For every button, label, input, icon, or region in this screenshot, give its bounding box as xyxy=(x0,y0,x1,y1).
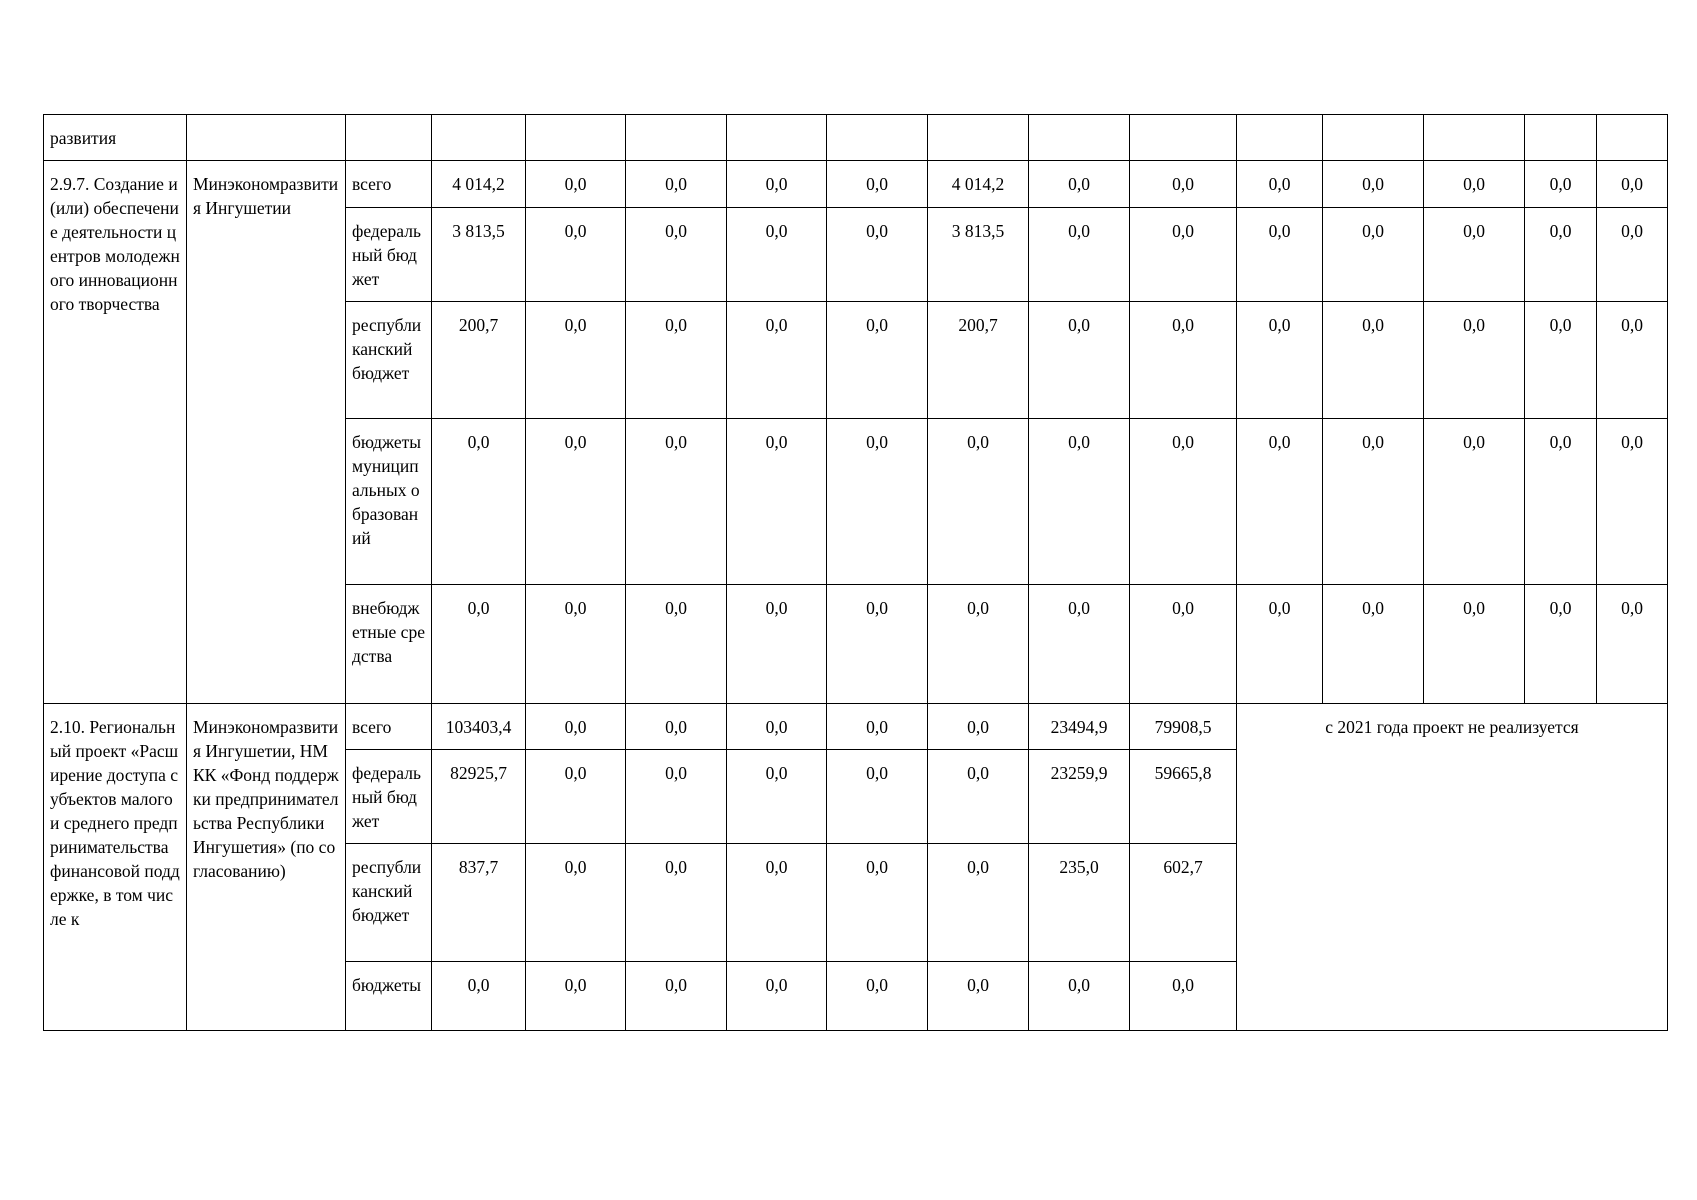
budget-table xyxy=(43,114,1668,1031)
responsible-cell: Минэкономразвития Ингушетии, НМКК «Фонд поддержки предпринимательства Республики Ингушетия» (по согласованию) xyxy=(187,704,346,1031)
value-cell: 0,0 xyxy=(727,844,827,962)
empty-cell xyxy=(187,115,346,161)
value-cell: 0,0 xyxy=(928,704,1029,750)
table-row xyxy=(44,115,1668,161)
value-cell: 0,0 xyxy=(1323,419,1424,585)
project-status-note: с 2021 года проект не реализуется xyxy=(1237,704,1668,1031)
value-cell: 0,0 xyxy=(1130,962,1237,1031)
value-cell: 0,0 xyxy=(1424,208,1525,302)
empty-cell xyxy=(1029,115,1130,161)
value-cell: 0,0 xyxy=(1130,208,1237,302)
value-cell: 4 014,2 xyxy=(928,161,1029,208)
value-cell: 3 813,5 xyxy=(432,208,526,302)
value-cell: 0,0 xyxy=(1597,208,1668,302)
value-cell: 0,0 xyxy=(1525,208,1597,302)
empty-cell xyxy=(1424,115,1525,161)
value-cell: 0,0 xyxy=(827,302,928,419)
value-cell: 0,0 xyxy=(727,750,827,844)
value-cell: 103403,4 xyxy=(432,704,526,750)
value-cell: 0,0 xyxy=(827,844,928,962)
value-cell: 0,0 xyxy=(727,419,827,585)
measure-name-cell: 2.9.7. Создание и (или) обеспечение деятельности центров молодежного инновационного творчества xyxy=(44,161,187,704)
value-cell: 0,0 xyxy=(1130,585,1237,704)
funding-source-cell: бюджеты муниципальных образований xyxy=(346,419,432,585)
value-cell: 0,0 xyxy=(1029,302,1130,419)
value-cell: 0,0 xyxy=(432,962,526,1031)
table-row xyxy=(44,704,1668,750)
value-cell: 23494,9 xyxy=(1029,704,1130,750)
value-cell: 200,7 xyxy=(928,302,1029,419)
value-cell: 0,0 xyxy=(727,704,827,750)
responsible-cell: Минэкономразвития Ингушетии xyxy=(187,161,346,704)
value-cell: 0,0 xyxy=(626,419,727,585)
empty-cell xyxy=(346,115,432,161)
value-cell: 0,0 xyxy=(1130,419,1237,585)
value-cell: 0,0 xyxy=(928,419,1029,585)
value-cell: 0,0 xyxy=(526,419,626,585)
value-cell: 82925,7 xyxy=(432,750,526,844)
value-cell: 0,0 xyxy=(1525,302,1597,419)
empty-cell xyxy=(1323,115,1424,161)
value-cell: 0,0 xyxy=(827,962,928,1031)
value-cell: 0,0 xyxy=(1424,302,1525,419)
empty-cell xyxy=(1130,115,1237,161)
value-cell: 0,0 xyxy=(626,844,727,962)
value-cell: 0,0 xyxy=(1029,962,1130,1031)
value-cell: 0,0 xyxy=(1323,585,1424,704)
funding-source-cell: всего xyxy=(346,161,432,208)
value-cell: 0,0 xyxy=(1029,208,1130,302)
value-cell: 0,0 xyxy=(827,419,928,585)
value-cell: 0,0 xyxy=(1237,585,1323,704)
value-cell: 0,0 xyxy=(1323,302,1424,419)
value-cell: 0,0 xyxy=(626,704,727,750)
value-cell: 0,0 xyxy=(1237,161,1323,208)
value-cell: 0,0 xyxy=(526,302,626,419)
value-cell: 0,0 xyxy=(727,208,827,302)
cell-continued-name: развития xyxy=(44,115,187,161)
value-cell: 837,7 xyxy=(432,844,526,962)
value-cell: 0,0 xyxy=(626,750,727,844)
value-cell: 0,0 xyxy=(1525,161,1597,208)
empty-cell xyxy=(827,115,928,161)
value-cell: 0,0 xyxy=(1029,419,1130,585)
value-cell: 0,0 xyxy=(526,161,626,208)
value-cell: 0,0 xyxy=(1029,161,1130,208)
value-cell: 0,0 xyxy=(1424,161,1525,208)
funding-source-cell: федеральный бюджет xyxy=(346,208,432,302)
value-cell: 0,0 xyxy=(626,208,727,302)
empty-cell xyxy=(1525,115,1597,161)
value-cell: 0,0 xyxy=(827,750,928,844)
value-cell: 0,0 xyxy=(1237,302,1323,419)
table-row xyxy=(44,161,1668,208)
value-cell: 0,0 xyxy=(1029,585,1130,704)
value-cell: 0,0 xyxy=(432,585,526,704)
value-cell: 0,0 xyxy=(1597,585,1668,704)
value-cell: 0,0 xyxy=(827,585,928,704)
value-cell: 0,0 xyxy=(928,962,1029,1031)
value-cell: 0,0 xyxy=(1597,302,1668,419)
value-cell: 0,0 xyxy=(928,844,1029,962)
value-cell: 0,0 xyxy=(727,962,827,1031)
value-cell: 0,0 xyxy=(626,161,727,208)
empty-cell xyxy=(626,115,727,161)
value-cell: 0,0 xyxy=(526,962,626,1031)
value-cell: 0,0 xyxy=(1130,161,1237,208)
value-cell: 0,0 xyxy=(827,704,928,750)
funding-source-cell: федеральный бюджет xyxy=(346,750,432,844)
value-cell: 0,0 xyxy=(526,208,626,302)
value-cell: 0,0 xyxy=(526,750,626,844)
value-cell: 0,0 xyxy=(1237,419,1323,585)
empty-cell xyxy=(526,115,626,161)
funding-source-cell: бюджеты xyxy=(346,962,432,1031)
value-cell: 23259,9 xyxy=(1029,750,1130,844)
value-cell: 0,0 xyxy=(1597,161,1668,208)
value-cell: 0,0 xyxy=(1323,208,1424,302)
value-cell: 79908,5 xyxy=(1130,704,1237,750)
funding-source-cell: республиканский бюджет xyxy=(346,844,432,962)
funding-source-cell: внебюджетные средства xyxy=(346,585,432,704)
value-cell: 0,0 xyxy=(1323,161,1424,208)
value-cell: 0,0 xyxy=(1597,419,1668,585)
value-cell: 0,0 xyxy=(1424,585,1525,704)
value-cell: 59665,8 xyxy=(1130,750,1237,844)
empty-cell xyxy=(432,115,526,161)
measure-name-cell: 2.10. Региональный проект «Расширение доступа субъектов малого и среднего предпринимательства финансовой поддержке, в том числе к xyxy=(44,704,187,1031)
value-cell: 0,0 xyxy=(526,585,626,704)
value-cell: 602,7 xyxy=(1130,844,1237,962)
value-cell: 0,0 xyxy=(626,302,727,419)
empty-cell xyxy=(1237,115,1323,161)
value-cell: 0,0 xyxy=(1130,302,1237,419)
value-cell: 0,0 xyxy=(727,585,827,704)
value-cell: 4 014,2 xyxy=(432,161,526,208)
value-cell: 3 813,5 xyxy=(928,208,1029,302)
value-cell: 0,0 xyxy=(432,419,526,585)
value-cell: 0,0 xyxy=(827,208,928,302)
value-cell: 0,0 xyxy=(526,844,626,962)
value-cell: 0,0 xyxy=(526,704,626,750)
funding-source-cell: всего xyxy=(346,704,432,750)
value-cell: 0,0 xyxy=(1424,419,1525,585)
value-cell: 0,0 xyxy=(626,962,727,1031)
empty-cell xyxy=(1597,115,1668,161)
value-cell: 235,0 xyxy=(1029,844,1130,962)
value-cell: 0,0 xyxy=(928,585,1029,704)
funding-source-cell: республиканский бюджет xyxy=(346,302,432,419)
value-cell: 0,0 xyxy=(626,585,727,704)
value-cell: 0,0 xyxy=(1237,208,1323,302)
value-cell: 0,0 xyxy=(827,161,928,208)
value-cell: 0,0 xyxy=(1525,585,1597,704)
empty-cell xyxy=(928,115,1029,161)
value-cell: 0,0 xyxy=(727,302,827,419)
empty-cell xyxy=(727,115,827,161)
value-cell: 200,7 xyxy=(432,302,526,419)
value-cell: 0,0 xyxy=(928,750,1029,844)
value-cell: 0,0 xyxy=(727,161,827,208)
value-cell: 0,0 xyxy=(1525,419,1597,585)
